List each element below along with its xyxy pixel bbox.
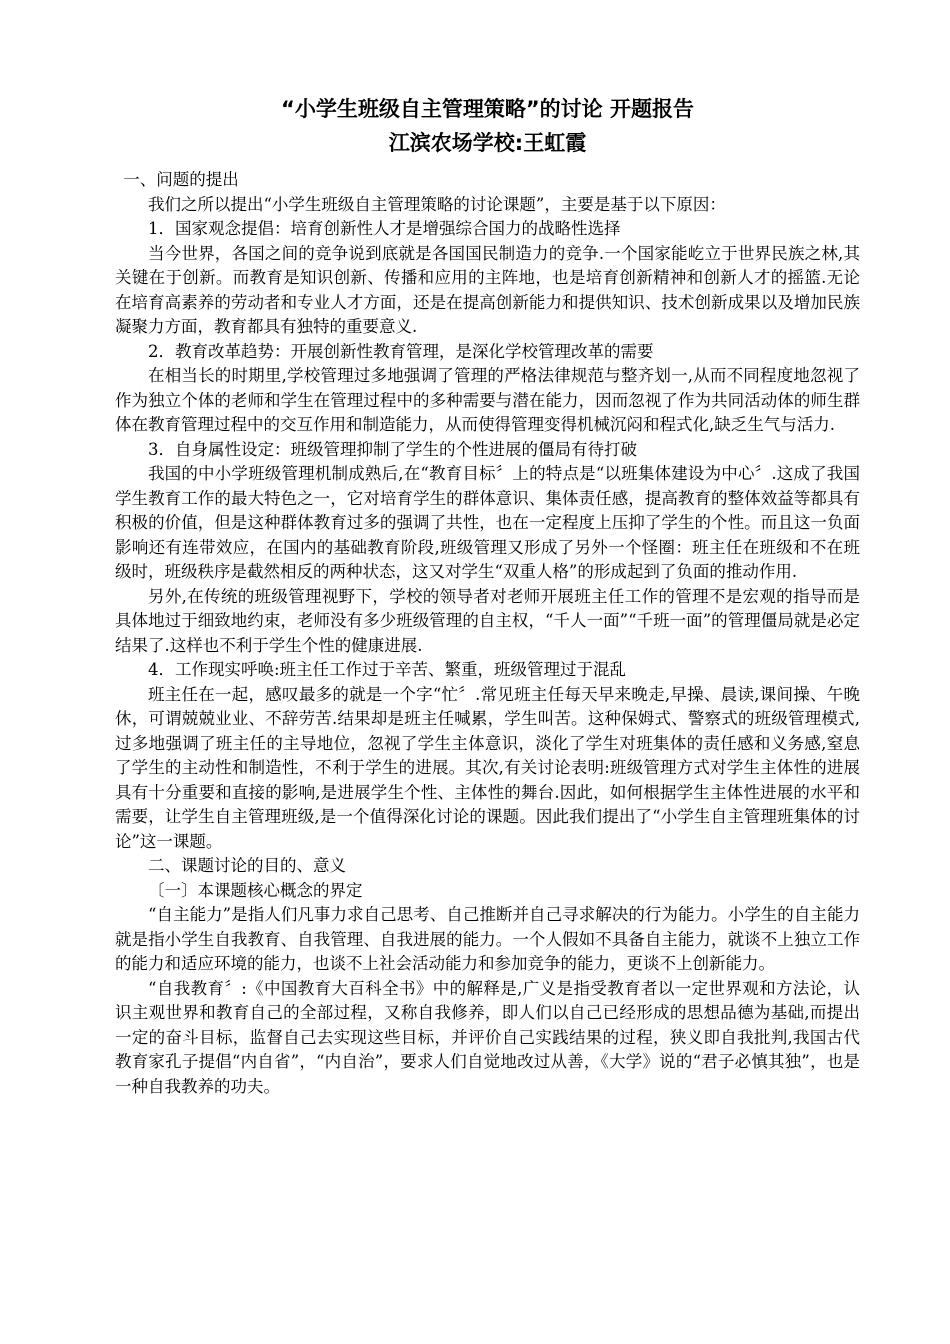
- paragraph: 班主任在一起，感叹最多的就是一个字“忙〞.常见班主任每天早来晚走,早操、晨读,课间操、午晚休，可谓兢兢业业、不辞劳苦.结果却是班主任喊累，学生叫苦。这种保姆式、警察式的班级管理模式,过多地强调了班主任的主导地位，忽视了学生主体意识，淡化了学生对班集体的责任感和义务感,窒息了学生的主动性和制造性，不利于学生的进展。其次,有关讨论表明:班级管理方式对学生主体性的进展具有十分重要和直接的影响,是进展学生个性、主体性的舞台.因此，如何根据学生主体性进展的水平和需要，让学生自主管理班级,是一个值得深化讨论的课题。因此我们提出了“小学生自主管理班集体的讨论”这一课题。: [115, 684, 860, 851]
- subheading: 2．教育改革趋势：开展创新性教育管理，是深化学校管理改革的需要: [148, 341, 654, 361]
- paragraph: “自主能力”是指人们凡事力求自己思考、自己推断并自己寻求解决的行为能力。小学生的自主能力就是指小学生自我教育、自我管理、自我进展的能力。一个人假如不具备自主能力，就谈不上独立工作的能力和适应环境的能力，也谈不上社会活动能力和参加竞争的能力，更谈不上创新能力。: [115, 905, 860, 973]
- paragraph: 当今世界，各国之间的竞争说到底就是各国国民制造力的竞争.一个国家能屹立于世界民族之林,其关键在于创新。而教育是知识创新、传播和应用的主阵地，也是培育创新精神和创新人才的摇篮.无论在培育高素养的劳动者和专业人才方面，还是在提高创新能力和提供知识、技术创新成果以及增加民族凝聚力方面，教育都具有独特的重要意义.: [115, 243, 860, 336]
- paragraph: 我国的中小学班级管理机制成熟后,在“教育目标〞上的特点是“以班集体建设为中心〞.这成了我国学生教育工作的最大特色之一，它对培育学生的群体意识、集体责任感，提高教育的整体效益等都具有积极的价值，但是这种群体教育过多的强调了共性，也在一定程度上压抑了学生的个性。而且这一负面影响还有连带效应，在国内的基础教育阶段,班级管理又形成了另外一个怪圈：班主任在班级和不在班级时，班级秩序是截然相反的两种状态，这又对学生“双重人格”的形成起到了负面的推动作用.: [115, 464, 860, 581]
- document-page: [115, 94, 860, 1099]
- paragraph: 我们之所以提出“小学生班级自主管理策略的讨论课题”，主要是基于以下原因：: [148, 194, 726, 214]
- paragraph: 在相当长的时期里,学校管理过多地强调了管理的严格法律规范与整齐划一,从而不同程度地忽视了作为独立个体的老师和学生在管理过程中的多种需要与潜在能力，因而忽视了作为共同活动体的师生群体在教育管理过程中的交互作用和制造能力，从而使得管理变得机械沉闷和程式化,缺乏生气与活力.: [115, 366, 860, 434]
- subheading: 1．国家观念提倡：培育创新性人才是增强综合国力的战略性选择: [148, 219, 621, 238]
- author-line: 江滨农场学校:王虹霞: [388, 131, 587, 155]
- paragraph: “自我教育〞:《中国教育大百科全书》中的解释是,广义是指受教育者以一定世界观和方法论，认识主观世界和教育自己的全部过程，又称自我修养，即人们以自己已经形成的思想品德为基础,而提出一定的奋斗目标，监督自己去实现这些目标，并评价自己实践结果的过程，狭义即自我批判,我国古代教育家孔子提倡“内自省”，“内自治”，要求人们自觉地改过从善，《大学》说的“君子必慎其独”，也是一种自我教养的功夫。: [115, 978, 860, 1096]
- paragraph: 另外,在传统的班级管理视野下，学校的领导者对老师开展班主任工作的管理不是宏观的指导而是具体地过于细致地约束，老师没有多少班级管理的自主权，“千人一面”“千班一面”的管理僵局就是必定结果了.这样也不利于学生个性的健康进展.: [115, 586, 860, 655]
- section-heading: 一、问题的提出: [123, 170, 239, 189]
- subheading: 4．工作现实呼唤:班主任工作过于辛苦、繁重，班级管理过于混乱: [148, 660, 627, 679]
- subheading: 〔一〕本课题核心概念的界定: [148, 880, 363, 900]
- document-title: “小学生班级自主管理策略”的讨论 开题报告: [281, 97, 694, 121]
- subheading: 3．自身属性设定：班级管理抑制了学生的个性进展的僵局有待打破: [148, 439, 637, 459]
- section-heading: 二、课题讨论的目的、意义: [148, 856, 346, 875]
